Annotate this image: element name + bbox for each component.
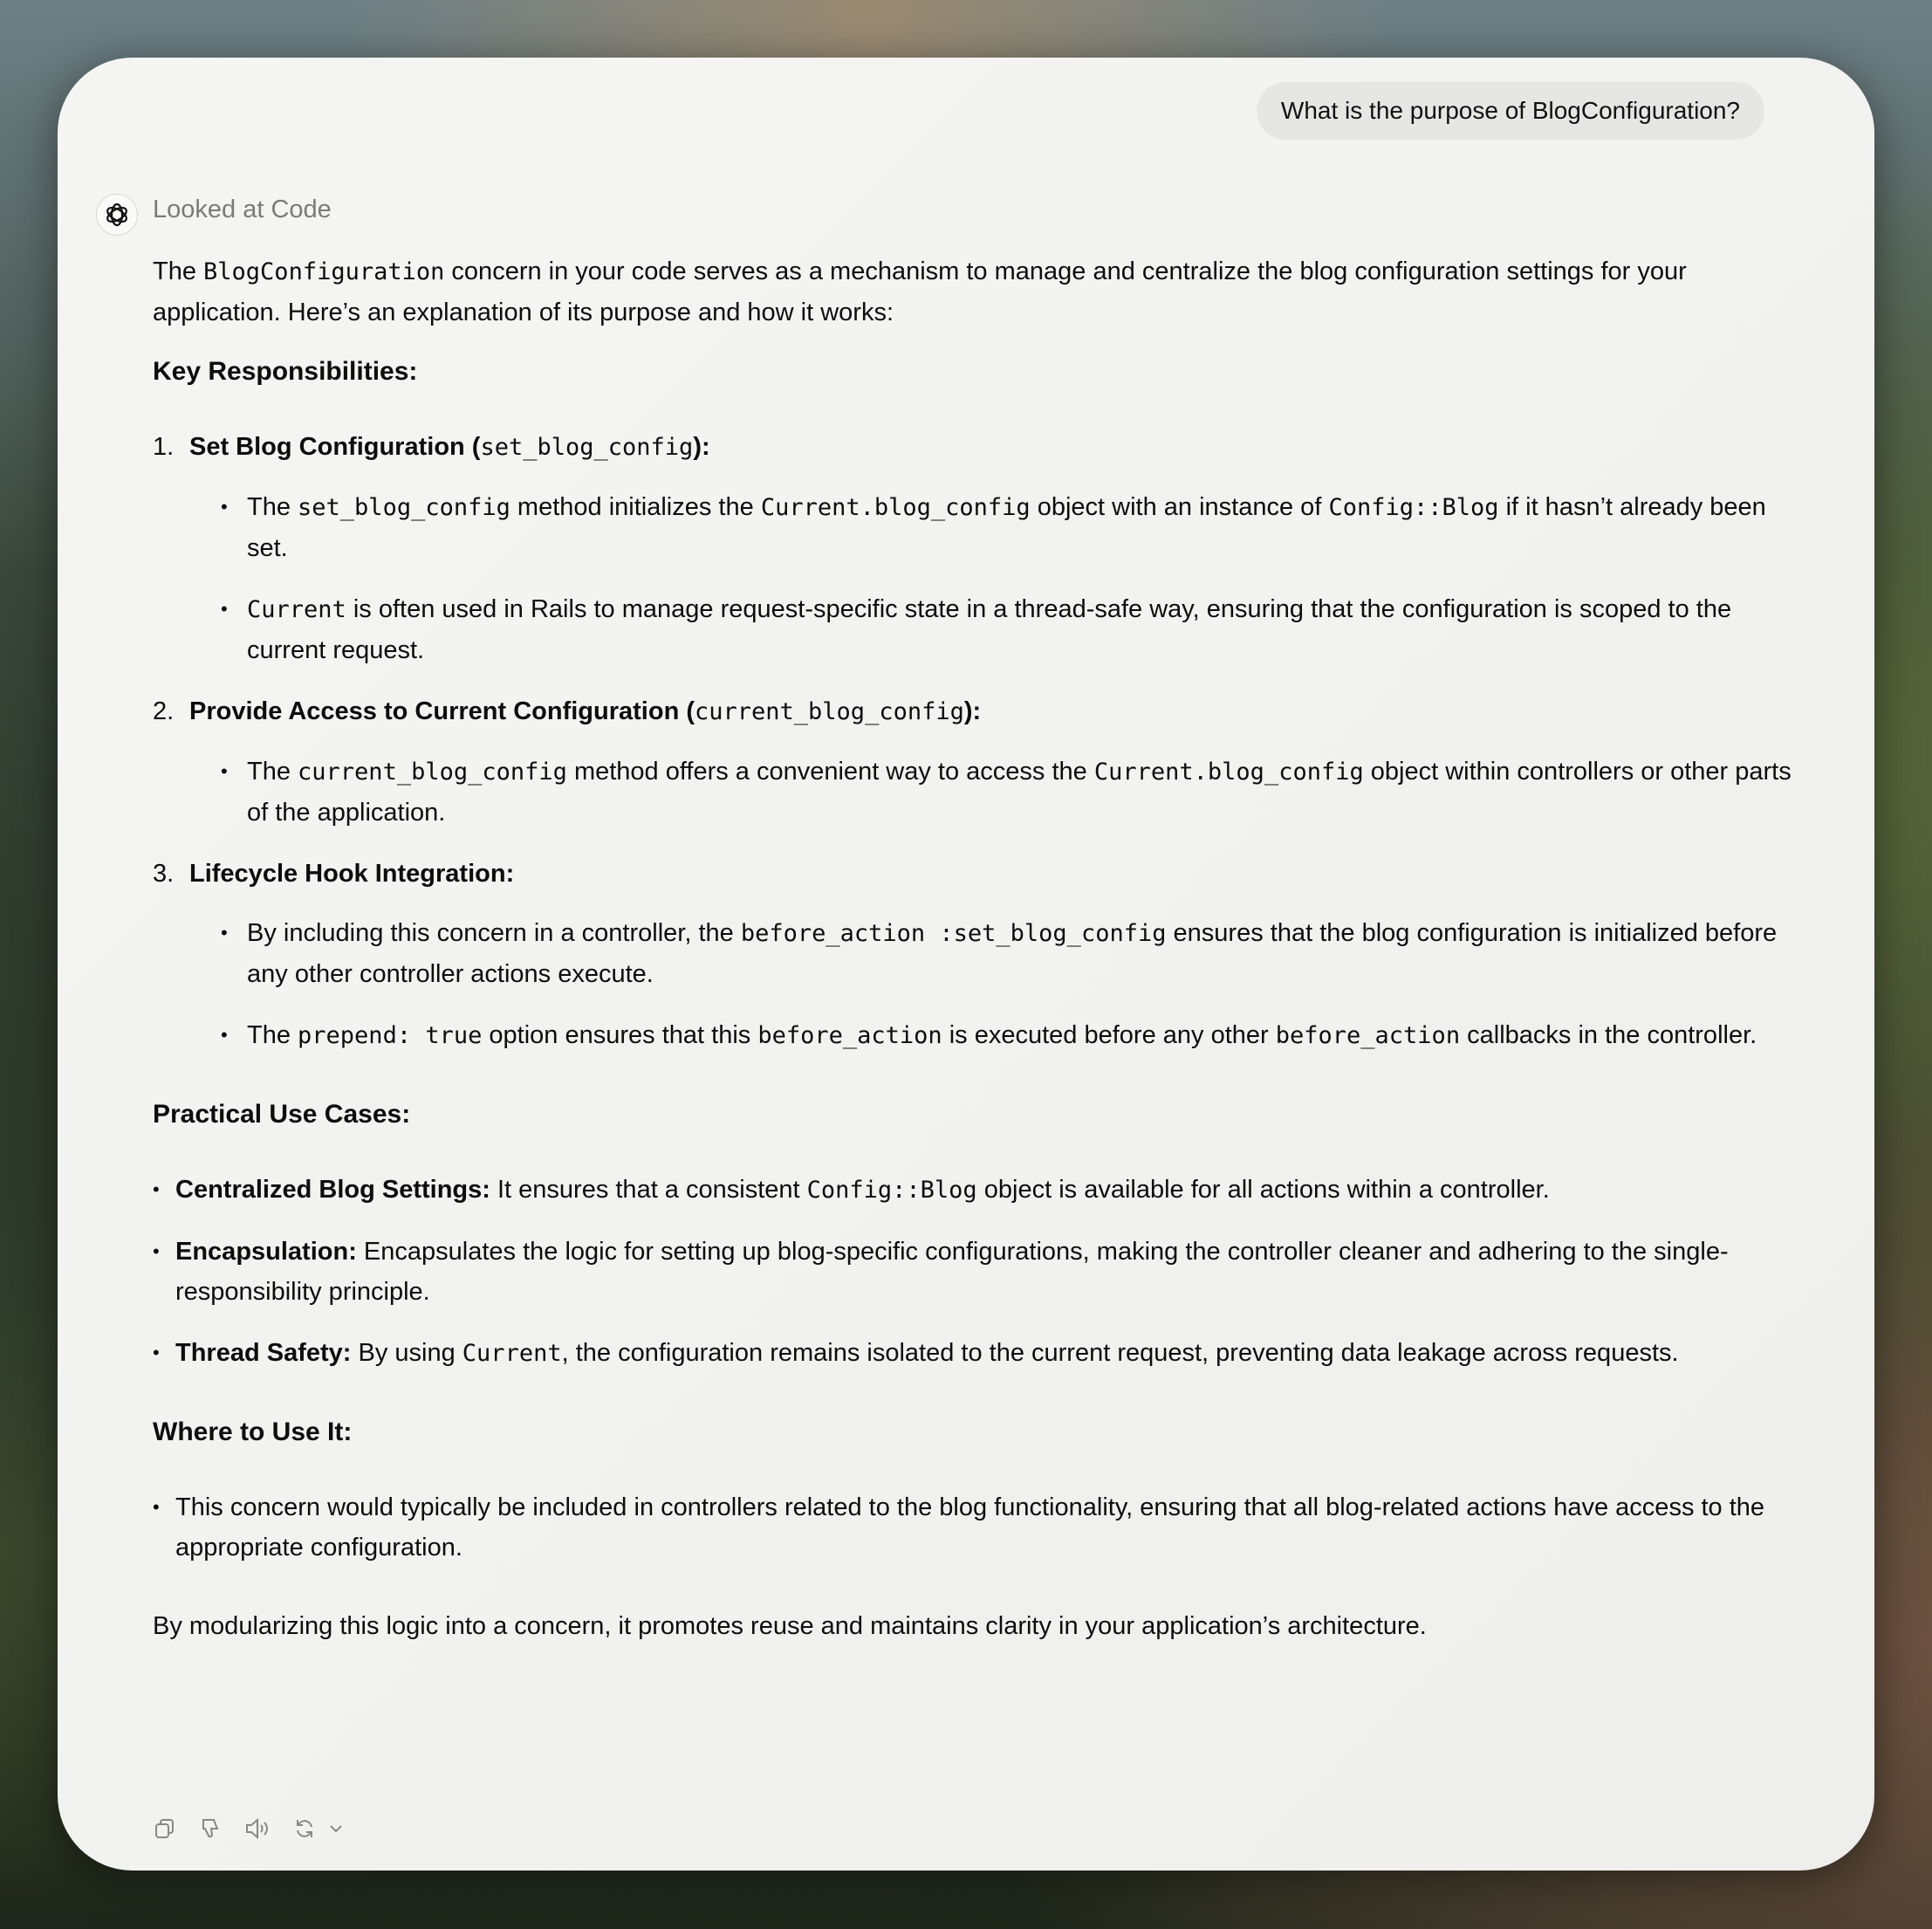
bullet: • [153,1496,160,1518]
text: It ensures that a consistent [490,1176,807,1204]
list-item [153,427,1793,670]
list-item [153,854,1793,1056]
text: The [247,758,298,786]
intro-text-1: The [153,257,204,285]
sub-list [189,752,1793,833]
sub-list [189,487,1793,670]
sub-list [189,913,1793,1056]
user-message-bubble [1257,82,1764,140]
bullet: • [221,760,228,782]
chat-window [58,58,1874,1871]
list-item [210,1015,1793,1056]
intro-code-1: BlogConfiguration [203,258,445,285]
intro-paragraph [153,251,1793,333]
text: object is available for all actions within a controller. [976,1176,1550,1204]
assistant-avatar [96,194,138,236]
title-code: current_blog_config [695,698,964,725]
text: By using [351,1339,462,1367]
thumbs-down-icon[interactable] [198,1814,223,1843]
text: if it hasn’t already been set. [247,493,1766,562]
text: By including this concern in a controller, the [247,919,741,947]
text: is often used in Rails to manage request-specific state in a thread-safe way, ensuring that the configuration is scoped to the current request. [247,595,1732,664]
assistant-response [153,251,1793,1646]
code: Config::Blog [1328,494,1499,521]
code: set_blog_config [298,494,510,521]
heading-practical-use-cases: Practical Use Cases: [153,1100,411,1129]
text: ensures that the blog configuration is initialized before any other controller actions execute. [247,919,1778,988]
title-code: set_blog_config [480,434,694,461]
text: method offers a convenient way to access the [566,758,1094,786]
list-number: 2. [153,697,175,725]
bullet: • [221,922,228,944]
title-text: ): [693,433,710,461]
text: option ensures that this [482,1021,758,1049]
use-case-label: Encapsulation: [175,1238,357,1266]
list-number: 1. [153,433,175,461]
list-number: 3. [153,860,175,888]
text: object within controllers or other parts of the application. [247,758,1792,827]
user-message-text: What is the purpose of BlogConfiguration? [1280,97,1740,124]
code: Current.blog_config [1093,759,1364,786]
closing-paragraph: By modularizing this logic into a concern, it promotes reuse and maintains clarity in your application’s architecture. [153,1612,1427,1640]
chevron-down-icon[interactable] [325,1814,346,1843]
code: before_action [757,1022,942,1049]
list-item [210,589,1793,670]
code: Current [247,596,346,623]
item-title: Lifecycle Hook Integration: [189,860,515,888]
list-item [210,752,1793,833]
list-item [153,1333,1793,1374]
bullet: • [153,1178,160,1200]
item-title: Provide Access to Current Configuration ( [189,697,695,725]
code: prepend: true [298,1022,483,1049]
copy-icon[interactable] [153,1814,177,1843]
heading-key-responsibilities: Key Responsibilities: [153,357,418,386]
code: Config::Blog [806,1177,977,1204]
list-item [153,1232,1793,1312]
code: current_blog_config [298,759,567,786]
intro-text-2: concern in your code serves as a mechanism to manage and centralize the blog configuration settings for your application. Here’s an explanation of its purpose and how it works: [153,257,1687,326]
openai-logo-icon [102,200,132,230]
list-item [153,1487,1793,1568]
list-item [210,913,1793,994]
bullet: • [153,1342,160,1363]
text: method initializes the [510,493,761,521]
tool-status-label[interactable]: Looked at Code [153,196,332,223]
list-item [153,1170,1793,1211]
heading-where-to-use: Where to Use It: [153,1418,353,1446]
text: This concern would typically be included in controllers related to the blog functionality, ensuring that all blog-related actions have access to the appropriate configuration. [175,1493,1765,1562]
title-text: ): [963,697,982,725]
where-list [153,1487,1793,1568]
list-item [210,487,1793,568]
text: is executed before any other [942,1021,1276,1049]
responsibilities-list [153,427,1793,1056]
use-case-label: Centralized Blog Settings: [175,1176,490,1204]
item-title [189,433,480,461]
bullet: • [221,1024,228,1046]
text: callbacks in the controller. [1460,1021,1757,1049]
code: Current.blog_config [760,494,1031,521]
text: The [247,493,298,521]
text: , the configuration remains isolated to the current request, preventing data leakage across requests. [561,1339,1679,1367]
code: before_action :set_blog_config [740,920,1167,947]
list-item [153,691,1793,833]
code: Current [462,1340,562,1367]
message-actions [153,1814,346,1843]
code: before_action [1275,1022,1461,1049]
regenerate-icon[interactable] [292,1814,317,1843]
use-case-label: Thread Safety: [175,1339,352,1367]
speaker-icon[interactable] [243,1814,271,1843]
title-text: Set Blog Configuration ( [189,433,481,461]
text: object with an instance of [1030,493,1329,521]
bullet: • [153,1240,160,1262]
text: The [247,1021,298,1049]
bullet: • [221,598,228,620]
text: Encapsulates the logic for setting up blog-specific configurations, making the controller cleaner and adhering to the single-responsibility principle. [175,1238,1729,1306]
bullet: • [221,496,228,518]
use-cases-list [153,1170,1793,1374]
